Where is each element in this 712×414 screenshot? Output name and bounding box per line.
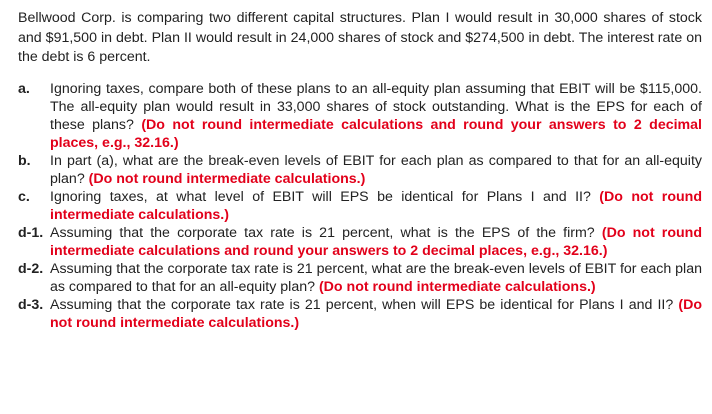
question-text: Assuming that the corporate tax rate is 21 percent, when will EPS be identical for Plans I and II?	[50, 296, 674, 313]
question-text: In part (a), what are the break-even levels of EBIT for each plan as compared to that for an all-equity plan?	[50, 152, 702, 187]
rounding-instruction: (Do not round intermediate calculations.)	[88, 170, 366, 187]
question-label: d-2.	[18, 260, 44, 277]
problem-intro: Bellwood Corp. is comparing two different capital structures. Plan I would result in 30,000 shares of stock and $91,500 in debt. Plan II would result in 24,000 shares of stock and $274,500 in debt. The interest rate on the debt is 6 percent.	[18, 10, 702, 65]
rounding-instruction: (Do not round intermediate calculations.)	[50, 188, 702, 223]
question-body	[50, 296, 702, 332]
question-body	[50, 188, 702, 224]
question-body	[50, 80, 702, 152]
question-label: c.	[18, 188, 30, 205]
rounding-instruction: (Do not round intermediate calculations and round your answers to 2 decimal places, e.g., 32.16.)	[50, 224, 702, 259]
question-body	[50, 224, 702, 260]
question-text: Ignoring taxes, compare both of these plans to an all-equity plan assuming that EBIT will be $115,000. The all-equity plan would result in 33,000 shares of stock outstanding. What is the EPS for each of these plans?	[50, 80, 702, 133]
rounding-instruction: (Do not round intermediate calculations.)	[318, 278, 596, 295]
question-d3	[18, 296, 702, 332]
question-text: Assuming that the corporate tax rate is 21 percent, what are the break-even levels of EBIT for each plan as compared to that for an all-equity plan?	[50, 260, 702, 295]
question-text: Assuming that the corporate tax rate is 21 percent, what is the EPS of the firm?	[50, 224, 595, 241]
question-d1	[18, 224, 702, 260]
question-d2	[18, 260, 702, 296]
question-label: b.	[18, 152, 31, 169]
question-body	[50, 260, 702, 296]
question-list	[18, 80, 702, 332]
question-label: d-1.	[18, 224, 44, 241]
question-body	[50, 152, 702, 188]
question-label: a.	[18, 80, 30, 97]
rounding-instruction: (Do not round intermediate calculations.)	[50, 296, 702, 331]
rounding-instruction: (Do not round intermediate calculations and round your answers to 2 decimal places, e.g., 32.16.)	[50, 116, 702, 151]
question-label: d-3.	[18, 296, 44, 313]
question-text: Ignoring taxes, at what level of EBIT will EPS be identical for Plans I and II?	[50, 188, 591, 205]
question-a	[18, 80, 702, 152]
question-c	[18, 188, 702, 224]
question-b	[18, 152, 702, 188]
